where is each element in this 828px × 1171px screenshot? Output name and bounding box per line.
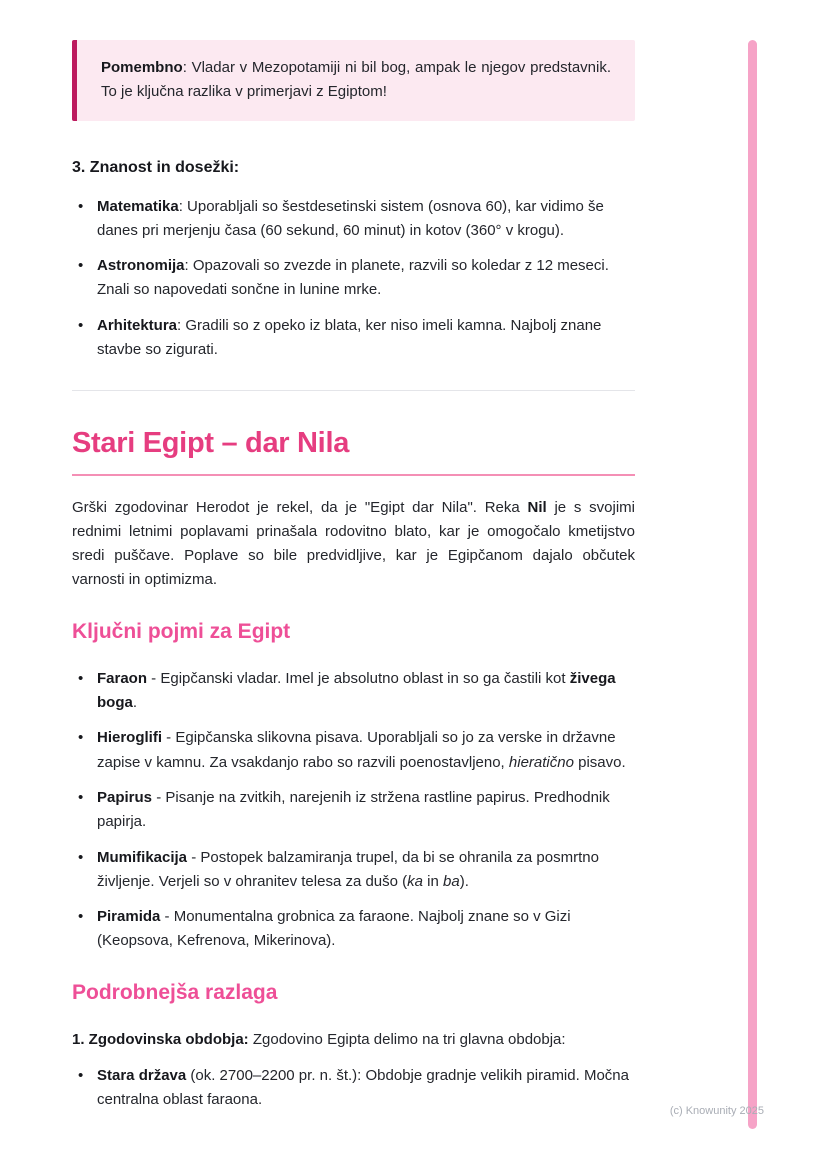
- term-label: Matematika: [97, 197, 179, 215]
- intro-bold-nil: Nil: [527, 498, 547, 516]
- list-item-arhitektura: [72, 314, 635, 363]
- intro-text-2: je s svojimi rednimi letnimi poplavami prinašala rodovitno blato, kar je omogočalo kmetijstvo sredi puščave. Poplave so bile predvidljive, kar je Egipčanom dajalo občutek varnosti in optimizma.: [72, 498, 635, 589]
- term-text: - Monumentalna grobnica za faraone. Najbolj znane so v Gizi (Keopsova, Kefrenova, Mikerinova).: [97, 908, 571, 950]
- term-text-3: ).: [459, 872, 469, 890]
- important-callout: [72, 40, 635, 121]
- list-item-astronomija: [72, 254, 635, 303]
- page-title-stari-egipt: Stari Egipt – dar Nila: [72, 425, 635, 475]
- term-label: Hieroglifi: [97, 729, 163, 747]
- list-item-papirus: [72, 786, 635, 835]
- term-text: - Egipčanski vladar. Imel je absolutno oblast in so ga častili kot: [147, 669, 570, 687]
- egypt-intro-paragraph: [72, 496, 635, 593]
- callout-body: : Vladar v Mezopotamiji ni bil bog, ampak le njegov predstavnik. To je ključna razlika v primerjavi z Egiptom!: [101, 59, 611, 101]
- term-text: - Egipčanska slikovna pisava. Uporabljali so jo za verske in državne zapise v kamnu. Za vsakdanjo rabo so razvili poenostavljeno,: [97, 729, 616, 771]
- periods-lead-text: Zgodovino Egipta delimo na tri glavna obdobja:: [248, 1030, 566, 1048]
- callout-text: [101, 56, 611, 105]
- callout-label: Pomembno: [101, 59, 183, 76]
- term-label: Arhitektura: [97, 316, 178, 334]
- term-label: Faraon: [97, 669, 148, 687]
- term-italic: hieratično: [508, 753, 574, 771]
- term-label: Piramida: [97, 908, 161, 926]
- list-item-matematika: [72, 195, 635, 244]
- term-text: : Uporabljali so šestdesetinski sistem (osnova 60), kar vidimo še danes pri merjenju časa (60 sekund, 60 minut) in kotov (360° v krogu).: [97, 197, 604, 239]
- section-divider: [72, 390, 635, 391]
- section-heading-znanost: 3. Znanost in dosežki:: [72, 158, 240, 176]
- document-content: [72, 40, 635, 1124]
- term-text: - Postopek balzamiranja trupel, da bi se ohranila za posmrtno življenje. Verjeli so v ohranitev telesa za dušo (: [97, 848, 599, 890]
- term-text: : Gradili so z opeko iz blata, ker niso imeli kamna. Najbolj znane stavbe so zigurati.: [97, 316, 602, 358]
- list-item-mumifikacija: [72, 846, 635, 895]
- periods-lead-bold: 1. Zgodovinska obdobja:: [72, 1030, 249, 1048]
- periods-list: [72, 1064, 635, 1113]
- page-edge-decoration-bar: [748, 40, 757, 1129]
- term-text: - Pisanje na zvitkih, narejenih iz stržena rastline papirus. Predhodnik papirja.: [97, 788, 610, 831]
- term-label: Stara država: [97, 1067, 187, 1085]
- term-text: (ok. 2700–2200 pr. n. št.): Obdobje gradnje velikih piramid. Močna centralna oblast faraona.: [97, 1067, 629, 1109]
- intro-text-1: Grški zgodovinar Herodot je rekel, da je "Egipt dar Nila". Reka: [72, 498, 528, 516]
- egypt-terms-list: [72, 667, 635, 954]
- copyright-watermark: (c) Knowunity 2025: [669, 1105, 764, 1117]
- term-text-2: .: [132, 694, 138, 712]
- term-italic-ba: ba: [443, 872, 460, 890]
- term-text: : Opazovali so zvezde in planete, razvili so koledar z 12 meseci. Znali so napovedati sončne in lunine mrke.: [97, 257, 609, 299]
- science-list: [72, 195, 635, 363]
- list-item-faraon: [72, 667, 635, 716]
- term-label: Astronomija: [97, 257, 185, 275]
- list-item-hieroglifi: [72, 726, 635, 775]
- list-item-stara-drzava: [72, 1064, 635, 1113]
- subheading-podrobnejsa-razlaga: Podrobnejša razlaga: [72, 980, 278, 1004]
- periods-lead-paragraph: [72, 1028, 635, 1052]
- subheading-kljucni-pojmi: Ključni pojmi za Egipt: [72, 619, 291, 643]
- term-label: Mumifikacija: [97, 848, 188, 866]
- term-bold-2: živega boga: [97, 669, 616, 712]
- term-text-2: in: [423, 872, 444, 890]
- term-italic-ka: ka: [407, 872, 424, 890]
- list-item-piramida: [72, 905, 635, 954]
- term-label: Papirus: [97, 788, 153, 806]
- term-text-2: pisavo.: [573, 753, 626, 771]
